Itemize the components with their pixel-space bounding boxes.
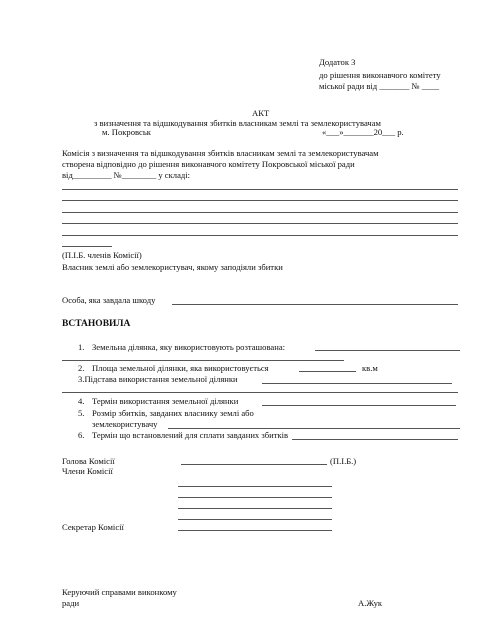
item-2-unit: кв.м [362, 363, 378, 373]
item-number: 6. [78, 430, 85, 440]
appendix-line-2: до рішення виконавчого комітету [319, 70, 441, 80]
head-signature-line[interactable] [181, 464, 327, 465]
appendix-line-1: Додаток 3 [319, 57, 356, 67]
item-6-label: Термін що встановлений для сплати завданих збитків [92, 430, 289, 440]
head-label: Голова Комісії [62, 456, 115, 466]
item-number: 2. [78, 363, 85, 373]
secretary-signature-line[interactable] [178, 530, 332, 531]
item-5-label-line-1: Розмір збитків, завданих власнику землі або [92, 408, 254, 418]
document-title: АКТ [252, 108, 270, 118]
member-signature-line[interactable] [178, 486, 332, 487]
item-number: 4. [78, 396, 85, 406]
secretary-label: Секретар Комісії [62, 522, 124, 532]
item-1-label: Земельна ділянка, яку використовують розташована: [92, 342, 286, 352]
item-number: 5. [78, 408, 85, 418]
footer-title-line-1: Керуючий справами виконкому [62, 587, 177, 597]
member-blank-line-short[interactable] [62, 246, 112, 247]
footer-name: А.Жук [358, 598, 383, 608]
member-blank-line[interactable] [62, 212, 458, 213]
item-3-blank-line[interactable] [262, 383, 452, 384]
document-subtitle: з визначення та відшкодування збитків власникам землі та землекористувачам [94, 118, 381, 128]
member-blank-line[interactable] [62, 200, 458, 201]
item-3-blank-line-2[interactable] [62, 392, 458, 393]
item-1-blank-line-2[interactable] [62, 360, 344, 361]
item-1-blank-line[interactable] [315, 350, 460, 351]
item-2-blank-line[interactable] [299, 371, 356, 372]
member-blank-line[interactable] [62, 189, 458, 190]
item-5-blank-line[interactable] [168, 428, 460, 429]
item-number: 1. [78, 342, 85, 352]
item-6-blank-line[interactable] [292, 439, 458, 440]
member-signature-line[interactable] [178, 497, 332, 498]
commission-line-3: від_________ №________ у складі: [62, 170, 191, 180]
commission-line-2: створена відповідно до рішення виконавчого комітету Покровської міської ради [62, 159, 355, 169]
members-label: Члени Комісії [62, 466, 113, 476]
item-5-label-line-2: землекористувачу [92, 419, 158, 429]
member-signature-line[interactable] [178, 519, 332, 520]
item-4-label: Термін використання земельної ділянки [92, 396, 239, 406]
item-4-blank-line[interactable] [262, 405, 456, 406]
head-suffix: (П.І.Б.) [330, 456, 357, 466]
established-heading: ВСТАНОВИЛА [62, 319, 131, 329]
item-2-label: Площа земельної ділянки, яка використовується [92, 363, 269, 373]
commission-line-1: Комісія з визначення та відшкодування збитків власникам землі та землекористувачам [62, 148, 379, 158]
item-3-label: 3.Підстава використання земельної ділянки [78, 374, 238, 384]
damager-label: Особа, яка завдала шкоду [62, 295, 156, 305]
owner-label: Власник землі або землекористувач, якому заподіяли збитки [62, 262, 283, 272]
member-blank-line[interactable] [62, 235, 458, 236]
members-caption: (П.І.Б. членів Комісії) [62, 250, 142, 260]
member-signature-line[interactable] [178, 508, 332, 509]
appendix-line-3: міської ради від _______ № ____ [319, 81, 440, 91]
member-blank-line[interactable] [62, 223, 458, 224]
damager-blank-line[interactable] [172, 304, 458, 305]
footer-title-line-2: ради [62, 598, 80, 608]
city: м. Покровськ [102, 127, 151, 137]
date-line: «___»_______20___ р. [322, 127, 404, 137]
